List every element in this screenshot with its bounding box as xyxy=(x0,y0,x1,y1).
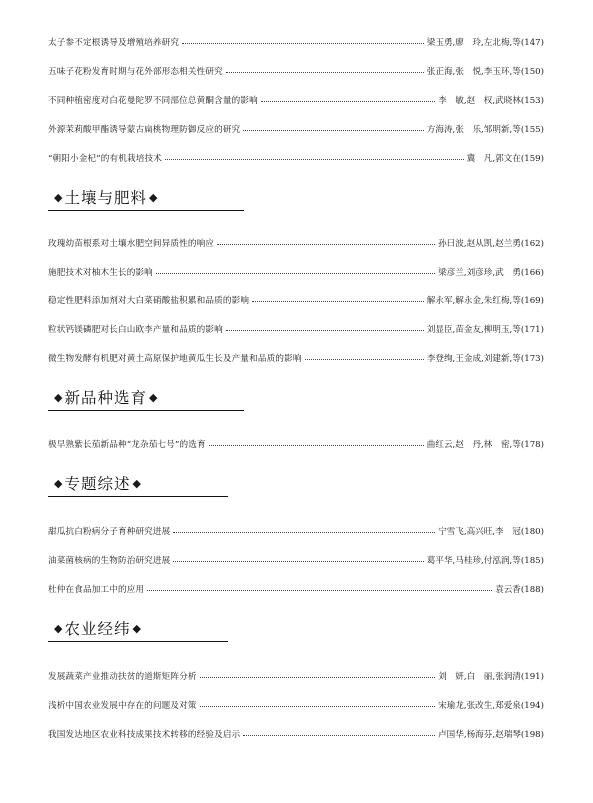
entry-title: 浅析中国农业发展中存在的问题及对策 xyxy=(48,701,197,711)
entry-authors-page: 冀 凡,郭文在(159) xyxy=(466,154,544,164)
diamond-icon: ◆ xyxy=(132,477,141,490)
dot-leader xyxy=(243,130,423,131)
toc-entry[interactable] xyxy=(48,35,544,49)
dot-leader xyxy=(156,273,435,274)
toc-entry[interactable] xyxy=(48,236,544,250)
toc-entry[interactable] xyxy=(48,524,544,538)
dot-leader xyxy=(173,532,435,533)
toc-entry[interactable] xyxy=(48,322,544,336)
entry-title: 施肥技术对柚木生长的影响 xyxy=(48,268,153,278)
entry-title: 极早熟紫长茄新品种“龙杂茄七号”的选育 xyxy=(48,440,206,450)
dot-leader xyxy=(226,72,424,73)
dot-leader xyxy=(243,735,435,736)
diamond-icon: ◆ xyxy=(54,191,63,204)
entry-title: 太子参不定根诱导及增殖培养研究 xyxy=(48,38,180,48)
toc-entry[interactable] xyxy=(48,122,544,136)
diamond-icon: ◆ xyxy=(148,191,158,204)
toc-entry[interactable] xyxy=(48,698,544,712)
entry-authors-page: 孙曰波,赵从凯,赵兰勇(162) xyxy=(438,239,544,249)
toc-entry[interactable] xyxy=(48,727,544,741)
entry-authors-page: 李登绚,王金成,刘建新,等(173) xyxy=(426,354,544,364)
toc-entry[interactable] xyxy=(48,553,544,567)
toc-entry[interactable] xyxy=(48,351,544,365)
dot-leader xyxy=(165,159,464,160)
toc-entry[interactable] xyxy=(48,64,544,78)
entry-authors-page: 葛平华,马桂珍,付泓润,等(185) xyxy=(426,556,544,566)
entry-title: 我国发达地区农业科技成果技术转移的经验及启示 xyxy=(48,730,241,740)
entry-title: 甜瓜抗白粉病分子育种研究进展 xyxy=(48,527,171,537)
dot-leader xyxy=(182,43,424,44)
dot-leader xyxy=(173,561,423,562)
entry-title: 发展蔬菜产业推动扶贫的道斯矩阵分析 xyxy=(48,672,197,682)
dot-leader xyxy=(226,330,424,331)
entry-authors-page: 宁雪飞,高兴旺,李 冠(180) xyxy=(438,527,544,537)
entry-authors-page: 袁云香(188) xyxy=(495,585,544,595)
section-title: 农业经纬 xyxy=(64,620,131,638)
entry-title: “朝阳小金杞”的有机栽培技术 xyxy=(48,154,163,164)
entry-authors-page: 李 敏,赵 权,武晓林(153) xyxy=(438,96,544,106)
diamond-icon: ◆ xyxy=(132,622,141,635)
diamond-icon: ◆ xyxy=(148,391,158,404)
entry-title: 杜仲在食品加工中的应用 xyxy=(48,585,145,595)
entry-authors-page: 刘显臣,苗金友,柳明玉,等(171) xyxy=(426,325,544,335)
section-title: 新品种选育 xyxy=(64,389,147,407)
entry-title: 油菜菌核病的生物防治研究进展 xyxy=(48,556,171,566)
diamond-icon: ◆ xyxy=(54,622,63,635)
toc-entry[interactable] xyxy=(48,437,544,451)
section-header-special-review xyxy=(48,475,228,497)
entry-authors-page: 卢国华,杨海芬,赵瑞琴(198) xyxy=(438,730,544,740)
toc-entry[interactable] xyxy=(48,265,544,279)
toc-entry[interactable] xyxy=(48,93,544,107)
diamond-icon: ◆ xyxy=(54,391,63,404)
entry-authors-page: 梁玉勇,廖 玲,左北梅,等(147) xyxy=(426,38,544,48)
entry-title: 微生物发酵有机肥对黄土高原保护地黄瓜生长及产量和品质的影响 xyxy=(48,354,302,364)
entry-title: 外源茉莉酸甲酯诱导蒙古扁桃物理防御反应的研究 xyxy=(48,125,241,135)
entry-authors-page: 宋瑜龙,张改生,郑爱泉(194) xyxy=(438,701,544,711)
dot-leader xyxy=(217,244,435,245)
entry-title: 粒状钙镁磷肥对长白山欧李产量和品质的影响 xyxy=(48,325,223,335)
toc-entry[interactable] xyxy=(48,582,544,596)
toc-entry[interactable] xyxy=(48,151,544,165)
entry-authors-page: 曲红云,赵 丹,林 密,等(178) xyxy=(426,440,544,450)
dot-leader xyxy=(147,590,492,591)
entry-title: 五味子花粉发育时期与花外部形态相关性研究 xyxy=(48,67,223,77)
section-title: 土壤与肥料 xyxy=(64,189,147,207)
toc-entry[interactable] xyxy=(48,669,544,683)
toc-entry[interactable] xyxy=(48,293,544,307)
section-header-agri-economics xyxy=(48,620,228,642)
entry-authors-page: 梁彦兰,刘彦珍,武 勇(166) xyxy=(438,268,544,278)
entry-authors-page: 张正海,张 悦,李玉环,等(150) xyxy=(426,67,544,77)
entry-title: 不同种植密度对白花曼陀罗不同部位总黄酮含量的影响 xyxy=(48,96,258,106)
section-header-new-variety xyxy=(48,389,244,411)
dot-leader xyxy=(261,101,435,102)
dot-leader xyxy=(305,359,424,360)
entry-authors-page: 方海涛,张 乐,邹明新,等(155) xyxy=(426,125,544,135)
section-header-soil-fertilizer xyxy=(48,189,244,211)
entry-authors-page: 刘 妍,白 丽,张润清(191) xyxy=(438,672,544,682)
entry-title: 稳定性肥料添加剂对大白菜硝酸盐积累和品质的影响 xyxy=(48,296,250,306)
diamond-icon: ◆ xyxy=(54,477,63,490)
entry-title: 玫瑰幼苗根系对土壤水肥空间异质性的响应 xyxy=(48,239,215,249)
section-title: 专题综述 xyxy=(64,475,131,493)
dot-leader xyxy=(200,677,435,678)
entry-authors-page: 解永军,解永金,朱红梅,等(169) xyxy=(426,296,544,306)
dot-leader xyxy=(209,445,424,446)
dot-leader xyxy=(200,706,435,707)
dot-leader xyxy=(252,301,424,302)
